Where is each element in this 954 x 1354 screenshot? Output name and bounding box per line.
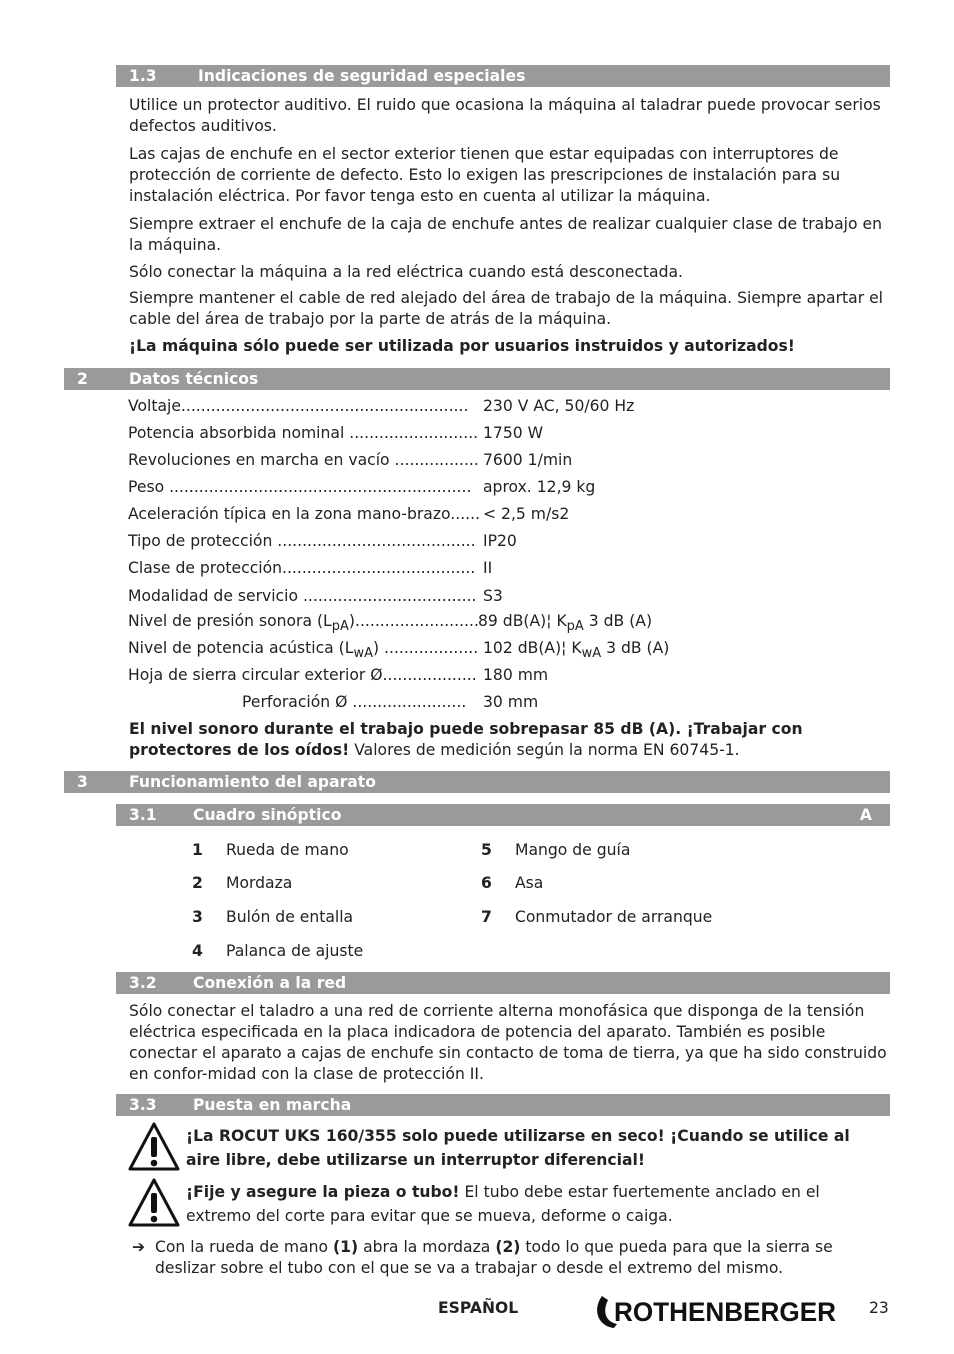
section-title: Conexión a la red	[193, 974, 347, 992]
footer-language: ESPAÑOL	[438, 1299, 519, 1317]
rothenberger-logo	[594, 1292, 838, 1332]
spec-label: Clase de protección.......................................	[128, 559, 476, 577]
section-header-3-1	[116, 804, 890, 826]
noise-note: El nivel sonoro durante el trabajo puede sobrepasar 85 dB (A). ¡Trabajar con protectores de los oídos! Valores de medición según la norma EN 60745-1.	[129, 720, 803, 759]
spec-label: Nivel de presión sonora $(L_{pA})$.........................	[128, 612, 479, 635]
section-number: 3	[77, 773, 88, 791]
section-header-3	[64, 771, 890, 793]
warning-text: ¡Fije y asegure la pieza o tubo! El tubo debe estar fuertemente anclado en el extremo del corte para evitar que se mueva, deforme o caiga.	[186, 1183, 820, 1225]
section-header-3-2	[116, 972, 890, 994]
section-title: Cuadro sinóptico	[193, 806, 342, 824]
logo-text: ROTHENBERGER	[614, 1297, 836, 1327]
section-header-1-3	[116, 65, 890, 87]
spec-value: 180 mm	[483, 666, 549, 684]
paragraph: Sólo conectar el taladro a una red de corriente alterna monofásica que disponga de la tensión eléctrica especificada en la placa indicadora de potencia del aparato. También es posible conectar el aparato a cajas de enchufe sin contacto de toma de tierra, ya que ha sido construido en confor-midad con la clase de protección II.	[129, 1002, 887, 1083]
section-header-3-3	[116, 1094, 890, 1116]
spec-value: 89 dB(A)¦ $K_{pA}$ 3 dB (A)	[478, 612, 653, 635]
arrow-right-icon: ➔	[132, 1238, 146, 1256]
section-title: Puesta en marcha	[193, 1096, 352, 1114]
spec-value: 7600 1/min	[483, 451, 573, 469]
instruction-step: Con la rueda de mano (1) abra la mordaza (2) todo lo que pueda para que la sierra se deslizar sobre el tubo con el que se va a trabajar o desde el extremo del mismo.	[155, 1238, 833, 1277]
spec-value: S3	[483, 587, 503, 605]
spec-value: IP20	[483, 532, 517, 550]
spec-label: Voltaje..........................................................	[128, 397, 469, 415]
paragraph: Siempre mantener el cable de red alejado del área de trabajo de la máquina. Siempre apartar el cable del área de trabajo por la parte de atrás de la máquina.	[129, 289, 883, 328]
spec-label: Nivel de potencia acústica $(L_{wA})$ ...................	[128, 639, 479, 662]
warning-triangle-icon	[128, 1122, 180, 1172]
spec-label: Peso .............................................................	[128, 478, 472, 496]
spec-value: aprox. 12,9 kg	[483, 478, 596, 496]
spec-value: 230 V AC, 50/60 Hz	[483, 397, 635, 415]
spec-label: Aceleración típica en la zona mano-brazo......	[128, 505, 481, 523]
warning-text: ¡La ROCUT UKS 160/355 solo puede utilizarse en seco! ¡Cuando se utilice al aire libre, debe utilizarse un interruptor diferencial!	[186, 1127, 850, 1169]
page-number: 23	[869, 1299, 889, 1317]
paragraph: Utilice un protector auditivo. El ruido que ocasiona la máquina al taladrar puede provocar serios defectos auditivos.	[129, 96, 881, 135]
section-title: Indicaciones de seguridad especiales	[198, 67, 526, 85]
spec-label: Perforación Ø .......................	[242, 693, 467, 711]
spec-value: 1750 W	[483, 424, 544, 442]
figure-tag: A	[859, 806, 872, 824]
section-title: Funcionamiento del aparato	[129, 773, 376, 791]
spec-label: Modalidad de servicio ...................................	[128, 587, 477, 605]
section-number: 3.3	[129, 1096, 157, 1114]
spec-label: Tipo de protección ........................................	[128, 532, 476, 550]
paragraph: Siempre extraer el enchufe de la caja de enchufe antes de realizar cualquier clase de trabajo en la máquina.	[129, 215, 882, 254]
spec-value: 102 dB(A)¦ $K_{wA}$ 3 dB (A)	[483, 639, 670, 662]
spec-value: 30 mm	[483, 693, 539, 711]
section-number: 2	[77, 370, 88, 388]
spec-label: Hoja de sierra circular exterior Ø...................	[128, 666, 477, 684]
warning-paragraph: ¡La máquina sólo puede ser utilizada por usuarios instruidos y autorizados!	[129, 337, 795, 355]
warning-triangle-icon	[128, 1178, 180, 1228]
spec-value: II	[483, 559, 493, 577]
paragraph: Las cajas de enchufe en el sector exterior tienen que estar equipadas con interruptores de protección de corriente de defecto. Esto lo exigen las prescripciones de instalación para su instalación eléctrica. Por favor tenga esto en cuenta al utilizar la máquina.	[129, 145, 841, 205]
section-number: 3.2	[129, 974, 157, 992]
section-header-2	[64, 368, 890, 390]
section-title: Datos técnicos	[129, 370, 259, 388]
spec-value: < 2,5 m/s2	[483, 505, 570, 523]
paragraph: Sólo conectar la máquina a la red eléctrica cuando está desconectada.	[129, 263, 683, 281]
spec-label: Potencia absorbida nominal ..........................	[128, 424, 479, 442]
spec-label: Revoluciones en marcha en vacío .................	[128, 451, 479, 469]
section-number: 1.3	[129, 67, 157, 85]
section-number: 3.1	[129, 806, 157, 824]
